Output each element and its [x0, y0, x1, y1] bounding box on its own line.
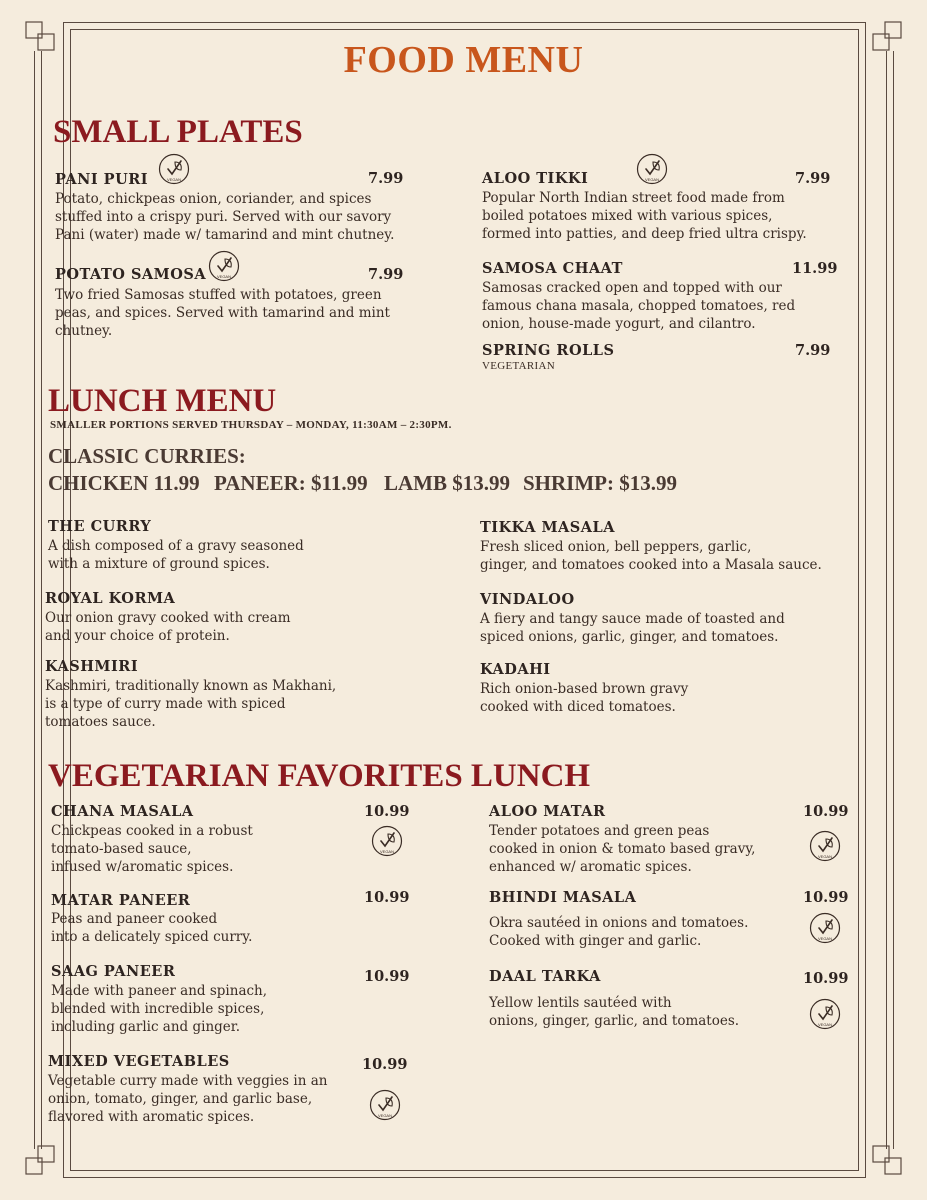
item-name-aloo-tikki: ALOO TIKKI	[482, 170, 589, 187]
vegan-icon	[158, 153, 190, 185]
lunch-note: SMALLER PORTIONS SERVED THURSDAY – MONDAY, 11:30AM – 2:30PM.	[50, 419, 452, 431]
item-desc-samosa-chaat: Samosas cracked open and topped with our famous chana masala, chopped tomatoes, red onion, house-made yogurt, and cilantro.	[482, 280, 796, 332]
section-heading-lunch-menu: LUNCH MENU	[48, 383, 277, 419]
item-price-mixed-vegetables: 10.99	[362, 1056, 408, 1073]
protein-chicken: CHICKEN 11.99	[48, 471, 200, 495]
protein-shrimp: SHRIMP: $13.99	[523, 471, 677, 495]
item-price-saag-paneer: 10.99	[364, 968, 410, 985]
item-name-aloo-matar: ALOO MATAR	[489, 803, 606, 820]
item-desc-the-curry: A dish composed of a gravy seasoned with a mixture of ground spices.	[48, 538, 304, 572]
vegan-icon	[369, 1089, 401, 1121]
side-frame-right	[886, 51, 887, 1149]
vegan-badge-text: VEGAN	[817, 854, 833, 859]
item-price-pani-puri: 7.99	[368, 170, 404, 187]
item-name-samosa-chaat: SAMOSA CHAAT	[482, 260, 623, 277]
item-name-bhindi-masala: BHINDI MASALA	[489, 889, 637, 906]
vegan-badge-text: VEGAN	[216, 274, 232, 279]
side-frame-left-2	[41, 51, 42, 1149]
protein-paneer: PANEER: $11.99	[214, 471, 368, 495]
item-desc-chana-masala: Chickpeas cooked in a robust tomato-based sauce, infused w/aromatic spices.	[51, 823, 253, 875]
section-heading-vegetarian-favorites: VEGETARIAN FAVORITES LUNCH	[48, 758, 591, 794]
item-name-kadahi: KADAHI	[480, 661, 551, 678]
item-desc-matar-paneer: Peas and paneer cooked into a delicately spiced curry.	[51, 911, 253, 945]
item-price-samosa-chaat: 11.99	[792, 260, 838, 277]
item-price-matar-paneer: 10.99	[364, 889, 410, 906]
item-price-bhindi-masala: 10.99	[803, 889, 849, 906]
vegan-badge-text: VEGAN	[817, 936, 833, 941]
item-desc-pani-puri: Potato, chickpeas onion, coriander, and spices stuffed into a crispy puri. Served with our savory Pani (water) made w/ tamarind and mint chutney.	[55, 191, 395, 243]
item-desc-mixed-vegetables: Vegetable curry made with veggies in an onion, tomato, ginger, and garlic base, flavored with aromatic spices.	[48, 1073, 328, 1125]
item-name-potato-samosa: POTATO SAMOSA	[55, 266, 207, 283]
corner-ornament-bottom-right	[869, 1142, 903, 1176]
item-price-aloo-tikki: 7.99	[795, 170, 831, 187]
item-name-mixed-vegetables: MIXED VEGETABLES	[48, 1053, 230, 1070]
item-desc-potato-samosa: Two fried Samosas stuffed with potatoes, green peas, and spices. Served with tamarind and mint chutney.	[55, 287, 390, 339]
protein-lamb: LAMB $13.99	[384, 471, 510, 495]
item-name-vindaloo: VINDALOO	[480, 591, 575, 608]
classic-curries-heading: CLASSIC CURRIES:	[48, 444, 246, 468]
item-desc-kashmiri: Kashmiri, traditionally known as Makhani, is a type of curry made with spiced tomatoes sauce.	[45, 678, 337, 730]
item-name-tikka-masala: TIKKA MASALA	[480, 519, 615, 536]
vegan-badge-text: VEGAN	[166, 177, 182, 182]
vegan-badge-text: VEGAN	[644, 177, 660, 182]
side-frame-right-2	[893, 51, 894, 1149]
item-desc-kadahi: Rich onion-based brown gravy cooked with diced tomatoes.	[480, 681, 689, 715]
item-name-the-curry: THE CURRY	[48, 518, 152, 535]
vegan-icon	[371, 825, 403, 857]
item-name-spring-rolls: SPRING ROLLS	[482, 342, 615, 359]
item-name-pani-puri: PANI PURI	[55, 171, 149, 188]
vegan-icon	[208, 250, 240, 282]
item-tag-spring-rolls: VEGETARIAN	[482, 360, 555, 372]
item-desc-aloo-matar: Tender potatoes and green peas cooked in onion & tomato based gravy, enhanced w/ aromatic spices.	[489, 823, 756, 875]
item-desc-daal-tarka: Yellow lentils sautéed with onions, ginger, garlic, and tomatoes.	[489, 995, 740, 1029]
vegan-icon	[636, 153, 668, 185]
item-desc-aloo-tikki: Popular North Indian street food made from boiled potatoes mixed with various spices, formed into patties, and deep fried ultra crispy.	[482, 190, 807, 242]
vegan-badge-text: VEGAN	[817, 1022, 833, 1027]
vegan-badge-text: VEGAN	[377, 1113, 393, 1118]
item-desc-tikka-masala: Fresh sliced onion, bell peppers, garlic, ginger, and tomatoes cooked into a Masala sauce.	[480, 539, 822, 573]
item-desc-saag-paneer: Made with paneer and spinach, blended with incredible spices, including garlic and ginger.	[51, 983, 268, 1035]
item-desc-royal-korma: Our onion gravy cooked with cream and your choice of protein.	[45, 610, 291, 644]
item-price-potato-samosa: 7.99	[368, 266, 404, 283]
item-price-spring-rolls: 7.99	[795, 342, 831, 359]
vegan-icon	[809, 998, 841, 1030]
item-name-chana-masala: CHANA MASALA	[51, 803, 194, 820]
item-price-daal-tarka: 10.99	[803, 970, 849, 987]
item-desc-vindaloo: A fiery and tangy sauce made of toasted and spiced onions, garlic, ginger, and tomatoes.	[480, 611, 785, 645]
item-price-chana-masala: 10.99	[364, 803, 410, 820]
item-name-saag-paneer: SAAG PANEER	[51, 963, 176, 980]
item-name-matar-paneer: MATAR PANEER	[51, 892, 191, 909]
vegan-badge-text: VEGAN	[379, 849, 395, 854]
side-frame-left	[34, 51, 35, 1149]
item-name-daal-tarka: DAAL TARKA	[489, 968, 601, 985]
section-heading-small-plates: SMALL PLATES	[53, 114, 303, 150]
item-name-kashmiri: KASHMIRI	[45, 658, 139, 675]
corner-ornament-bottom-left	[24, 1142, 58, 1176]
item-price-aloo-matar: 10.99	[803, 803, 849, 820]
vegan-icon	[809, 830, 841, 862]
vegan-icon	[809, 912, 841, 944]
item-desc-bhindi-masala: Okra sautéed in onions and tomatoes. Cooked with ginger and garlic.	[489, 915, 749, 949]
menu-title: FOOD MENU	[343, 39, 584, 81]
item-name-royal-korma: ROYAL KORMA	[45, 590, 176, 607]
